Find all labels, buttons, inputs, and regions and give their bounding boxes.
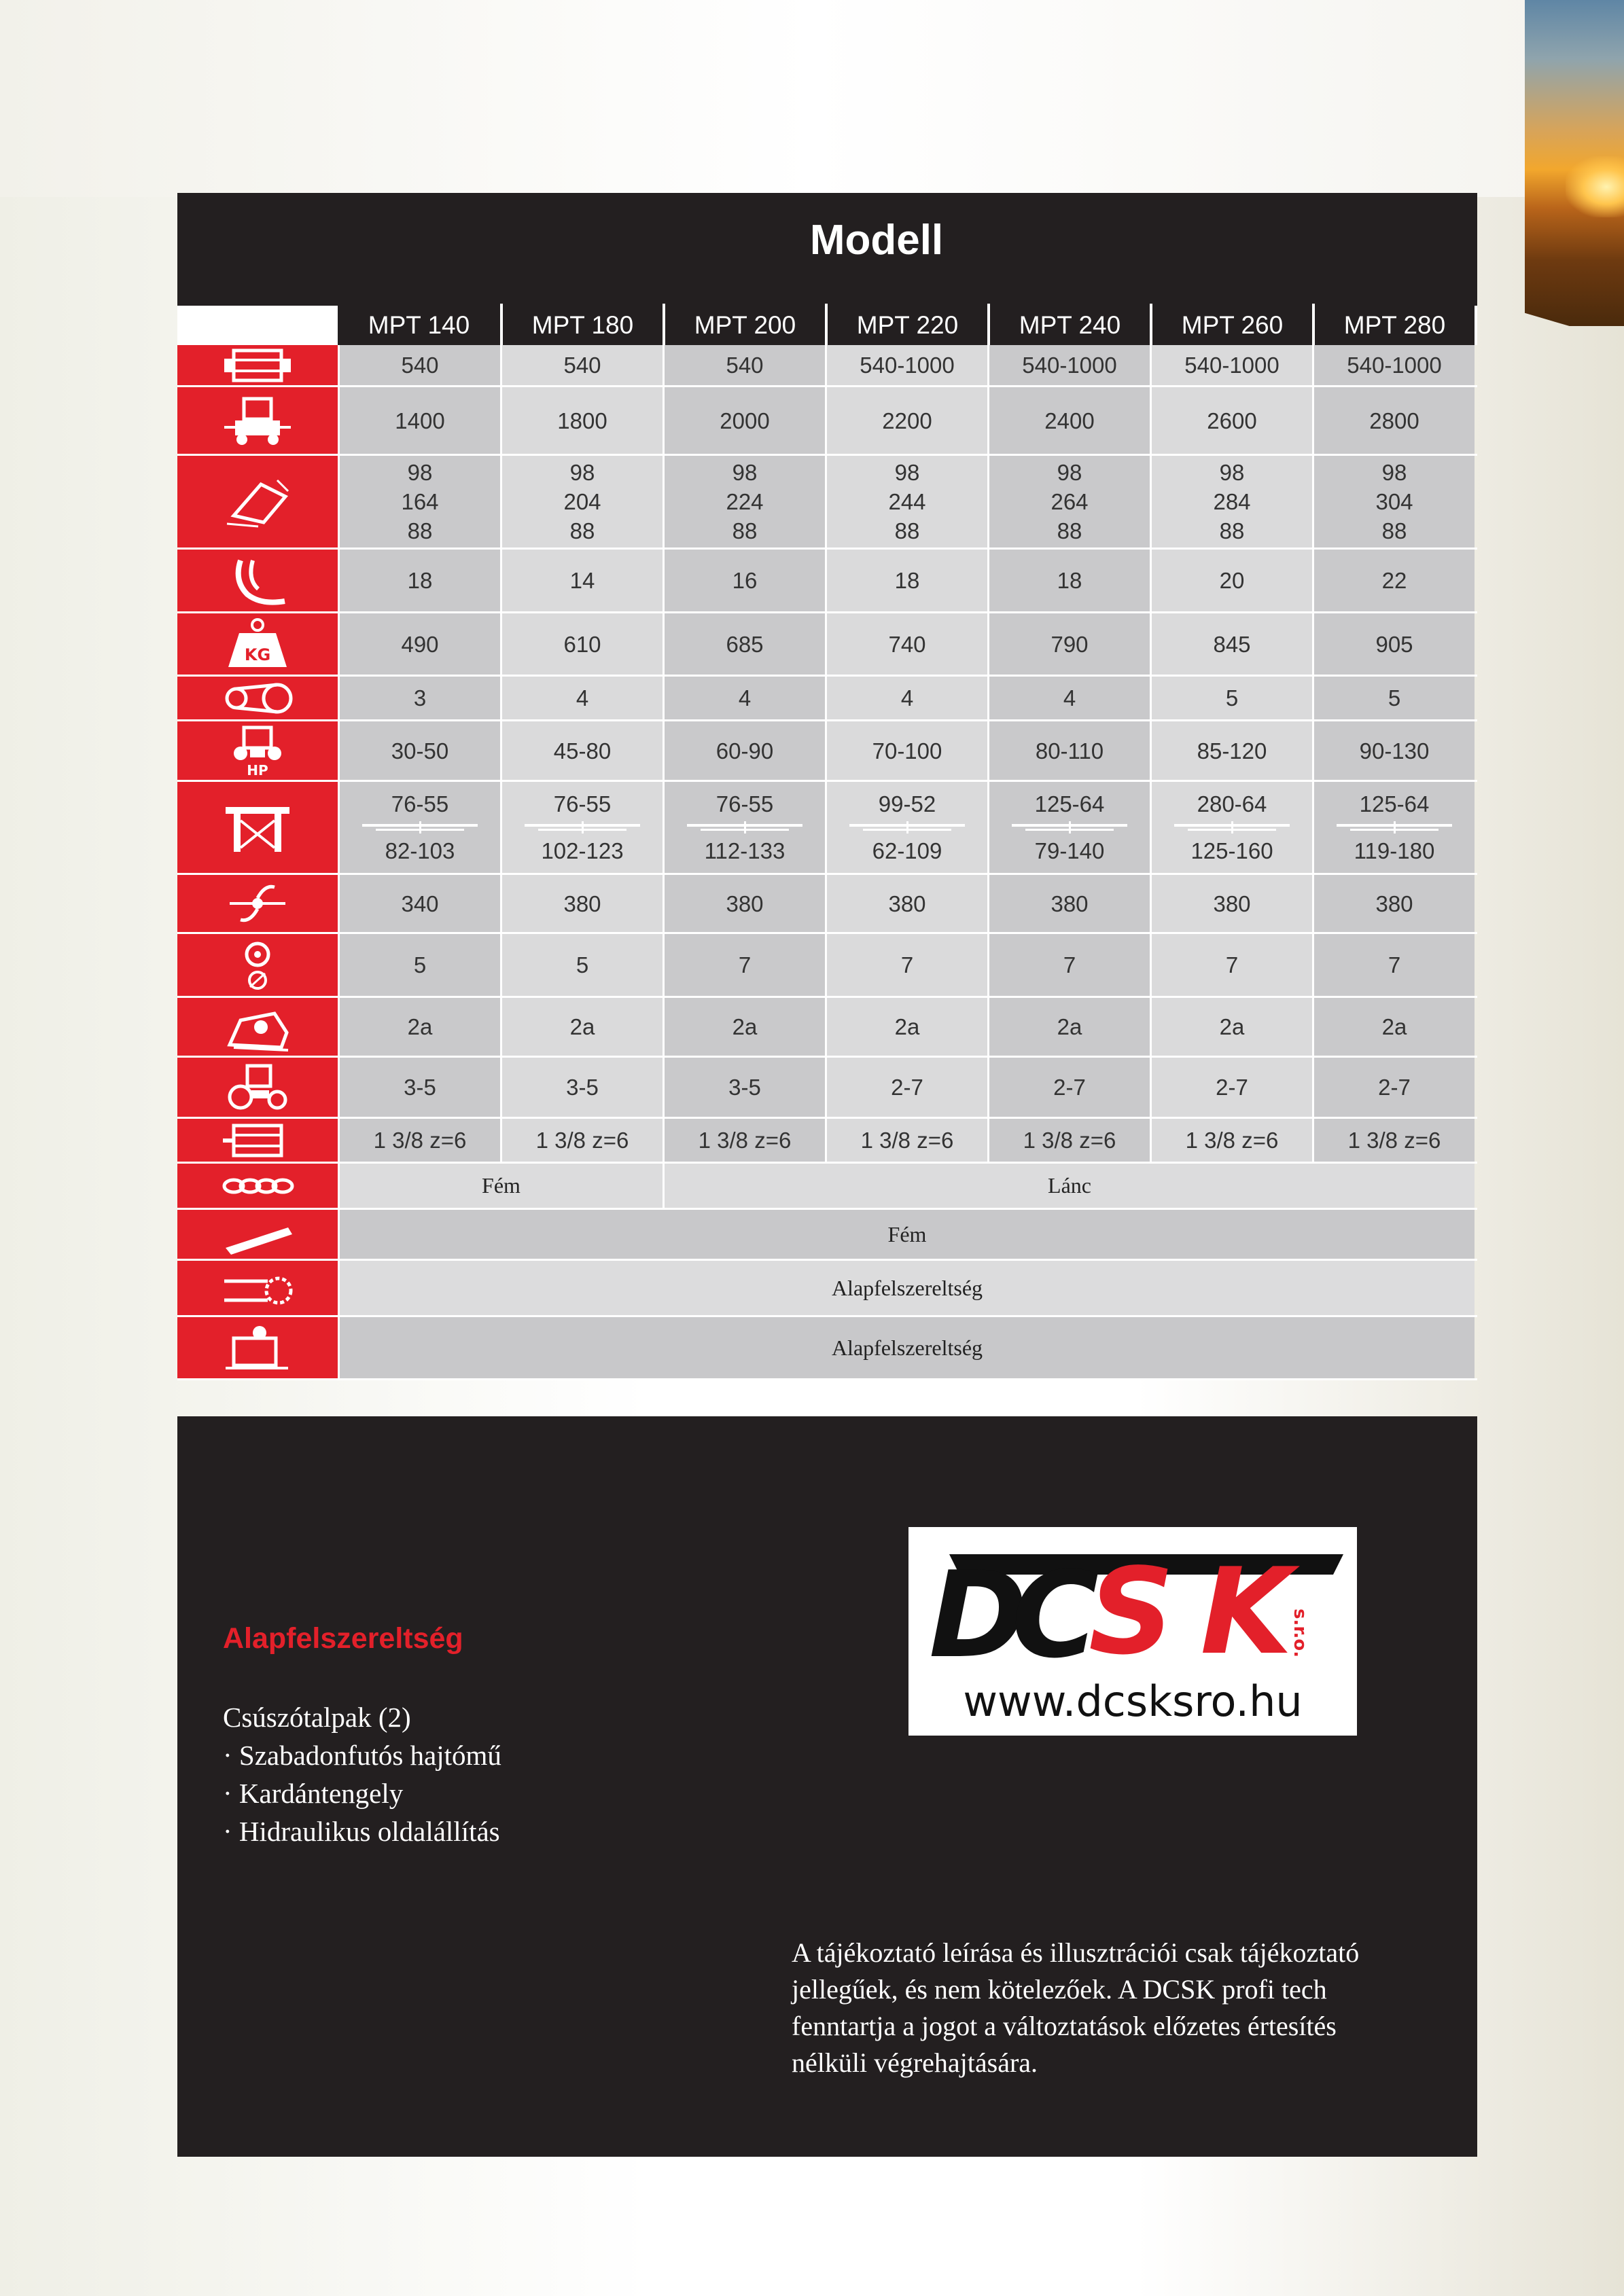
spec-cell [338, 998, 500, 1056]
spec-value-line: 164 [401, 489, 439, 514]
spec-row [177, 782, 1477, 875]
spec-cell [663, 721, 825, 780]
spec-value: 2000 [720, 408, 770, 433]
spec-value: 3 [413, 685, 427, 711]
standard-equipment-title: Alapfelszereltség [223, 1622, 463, 1655]
hydraulic-shift-icon [220, 1000, 295, 1054]
blade-icon [220, 554, 295, 608]
spec-cell [1150, 721, 1312, 780]
spec-cell [338, 677, 500, 719]
spec-cell [987, 613, 1150, 675]
spec-value: 1 3/8 z=6 [535, 1128, 629, 1153]
spec-value: 4 [1063, 685, 1076, 711]
spec-row [177, 721, 1477, 782]
spec-value-line: 76-55 [391, 791, 449, 817]
spec-cell [663, 345, 825, 385]
spec-value: 380 [888, 891, 926, 916]
spec-cell [500, 721, 663, 780]
spec-icon-cell [177, 456, 338, 548]
spec-value: 540-1000 [1347, 353, 1442, 378]
spec-cell [825, 934, 987, 996]
spec-value: 1 3/8 z=6 [860, 1128, 954, 1153]
spec-value: 16 [732, 568, 758, 593]
hitch-divider [362, 821, 478, 833]
spec-value-line: 304 [1375, 489, 1413, 514]
spec-cell [825, 1058, 987, 1117]
spec-value: 340 [401, 891, 439, 916]
spec-value: 2800 [1369, 408, 1419, 433]
spec-value-line: 88 [1219, 518, 1245, 543]
logo-sk: SK [1089, 1543, 1292, 1676]
dimensions-icon [220, 475, 295, 529]
spec-value: 4 [738, 685, 752, 711]
spec-icon-cell [177, 1119, 338, 1162]
spec-value: 1 3/8 z=6 [698, 1128, 792, 1153]
side-shift-icon [220, 1321, 295, 1375]
model-header: MPT 180 [500, 304, 663, 345]
spec-value: 540 [726, 353, 764, 378]
spec-value: 540 [563, 353, 601, 378]
spec-value-line: 284 [1213, 489, 1251, 514]
spec-value: 2a [569, 1014, 595, 1039]
feature-item: Csúszótalpak (2) [223, 1702, 411, 1733]
spec-row [177, 345, 1477, 387]
spec-cell [1150, 934, 1312, 996]
spec-value: 80-110 [1035, 738, 1104, 764]
spec-value-line: 88 [732, 518, 758, 543]
spec-value-line: 264 [1051, 489, 1089, 514]
spec-icon-cell [177, 782, 338, 873]
spec-value: 540-1000 [860, 353, 955, 378]
spec-cell [500, 782, 663, 873]
spec-row [177, 1119, 1477, 1164]
spec-value: 740 [888, 631, 926, 657]
feature-item: · Hidraulikus oldalállítás [223, 1816, 500, 1847]
model-header: MPT 280 [1312, 304, 1475, 345]
spec-value: 1 3/8 z=6 [1347, 1128, 1441, 1153]
spec-value: 1400 [395, 408, 445, 433]
spec-cell [338, 721, 500, 780]
spec-cell [663, 677, 825, 719]
spec-value: 790 [1051, 631, 1089, 657]
spec-cell [1150, 1119, 1312, 1162]
spec-value-line: 98 [1057, 460, 1082, 485]
spec-cell [825, 387, 987, 454]
spec-value: 90-130 [1359, 738, 1430, 764]
spec-cell [500, 998, 663, 1056]
spec-value-line: 82-103 [385, 838, 455, 863]
spec-value-line: 125-160 [1190, 838, 1273, 863]
spec-row-merged [177, 1210, 1477, 1261]
spec-value: 490 [401, 631, 439, 657]
spec-cell [500, 1058, 663, 1117]
hitch-divider [1012, 821, 1127, 833]
spec-value-line: 98 [894, 460, 920, 485]
spec-value: 7 [1388, 952, 1401, 977]
spec-cell [1312, 345, 1475, 385]
spec-value-line: 98 [1219, 460, 1245, 485]
spec-value: 2a [732, 1014, 758, 1039]
spec-value-line: 88 [894, 518, 920, 543]
spec-value: 85-120 [1197, 738, 1267, 764]
spec-value: 3-5 [728, 1075, 761, 1100]
spec-value: 14 [569, 568, 595, 593]
spec-value-line: 125-64 [1034, 791, 1105, 817]
spec-cell [987, 782, 1150, 873]
dcsk-logo [908, 1527, 1357, 1736]
page-title: Modell [809, 217, 944, 264]
spec-value: 7 [900, 952, 914, 977]
spec-row [177, 456, 1477, 550]
merged-cell: Alapfelszereltség [338, 1317, 1475, 1378]
spec-cell [1150, 550, 1312, 611]
spec-value: 4 [576, 685, 589, 711]
spec-icon-cell [177, 1164, 338, 1208]
spec-cell [338, 345, 500, 385]
spec-cell [663, 456, 825, 548]
spec-value: 5 [413, 952, 427, 977]
spec-value: 1 3/8 z=6 [1023, 1128, 1116, 1153]
spec-value: 60-90 [716, 738, 774, 764]
spec-cell [1312, 998, 1475, 1056]
spec-value-line: 88 [1381, 518, 1407, 543]
spec-icon-cell [177, 721, 338, 780]
spec-value: 905 [1375, 631, 1413, 657]
spec-cell [1312, 1058, 1475, 1117]
spec-cell [987, 677, 1150, 719]
spec-row [177, 934, 1477, 998]
spec-value-line: 98 [407, 460, 433, 485]
spec-cell [1150, 345, 1312, 385]
spec-value-line: 224 [726, 489, 764, 514]
hitch-divider [849, 821, 965, 833]
spec-row [177, 550, 1477, 613]
spec-icon-cell [177, 1261, 338, 1315]
spec-value: 1800 [557, 408, 607, 433]
spec-value: 845 [1213, 631, 1251, 657]
tractor-hp-icon [220, 723, 295, 778]
spec-value: 7 [1063, 952, 1076, 977]
spec-value: 3-5 [404, 1075, 436, 1100]
merged-cell: Fém [338, 1164, 663, 1208]
spec-cell [1312, 934, 1475, 996]
spec-cell [987, 345, 1150, 385]
tractor-hp-label: HP [247, 762, 268, 778]
spec-value-line: 102-123 [541, 838, 624, 863]
spec-cell [500, 550, 663, 611]
spec-value-line: 98 [1381, 460, 1407, 485]
spec-cell [987, 721, 1150, 780]
spec-value: 2600 [1207, 408, 1257, 433]
spec-cell [825, 677, 987, 719]
model-header: MPT 260 [1150, 304, 1312, 345]
spec-value: 1 3/8 z=6 [1185, 1128, 1279, 1153]
spec-value: 20 [1219, 568, 1245, 593]
spec-value: 18 [894, 568, 920, 593]
spec-value: 2400 [1044, 408, 1095, 433]
spec-value: 540-1000 [1184, 353, 1279, 378]
gearbox-icon [220, 338, 295, 393]
spec-value: 380 [726, 891, 764, 916]
spec-row-merged [177, 1317, 1477, 1380]
spec-value: 70-100 [872, 738, 942, 764]
spec-value-line: 280-64 [1197, 791, 1267, 817]
spec-icon-cell [177, 1058, 338, 1117]
spec-icon-cell [177, 1210, 338, 1259]
spec-cell [663, 782, 825, 873]
spec-value: 18 [1057, 568, 1082, 593]
spec-value: 2a [1381, 1014, 1407, 1039]
merged-cell: Lánc [663, 1164, 1475, 1208]
spec-cell [500, 677, 663, 719]
spec-value-line: 99-52 [878, 791, 936, 817]
spec-row [177, 998, 1477, 1058]
spec-value: 3-5 [566, 1075, 599, 1100]
spec-row-merged [177, 1261, 1477, 1317]
spec-cell [663, 998, 825, 1056]
spec-value: 2-7 [1053, 1075, 1086, 1100]
spec-cell [825, 456, 987, 548]
spec-cell [338, 934, 500, 996]
spec-value: 380 [1051, 891, 1089, 916]
spec-value: 2a [407, 1014, 433, 1039]
spec-value-line: 125-64 [1359, 791, 1430, 817]
spec-cell [987, 934, 1150, 996]
spec-value-line: 244 [888, 489, 926, 514]
spec-cell [500, 875, 663, 932]
spec-cell [663, 387, 825, 454]
spec-value-line: 119-180 [1354, 838, 1435, 863]
spec-cell [987, 875, 1150, 932]
hitch-icon [220, 800, 295, 855]
model-header: MPT 220 [825, 304, 987, 345]
spec-icon-cell [177, 1317, 338, 1378]
spec-cell [825, 613, 987, 675]
spec-cell [987, 1058, 1150, 1117]
spec-icon-cell [177, 345, 338, 385]
spec-cell [825, 998, 987, 1056]
spec-cell [987, 998, 1150, 1056]
spec-cell [1312, 677, 1475, 719]
spec-value: 4 [900, 685, 914, 711]
standard-equipment-list [223, 1698, 501, 1850]
sun-glow [1566, 156, 1624, 217]
spec-cell [500, 456, 663, 548]
spec-value: 18 [407, 568, 433, 593]
spec-cell [338, 1058, 500, 1117]
spec-cell [338, 782, 500, 873]
spec-cell [825, 345, 987, 385]
spec-value: 380 [1213, 891, 1251, 916]
hitch-divider [525, 821, 640, 833]
spec-icon-cell [177, 677, 338, 719]
tractor-speed-icon [220, 1060, 295, 1115]
spec-cell [1150, 1058, 1312, 1117]
spec-value: 22 [1381, 568, 1407, 593]
spec-cell [1312, 456, 1475, 548]
website-url[interactable]: www.dcsksro.hu [963, 1676, 1303, 1726]
spec-icon-cell [177, 550, 338, 611]
sunset-field-photo [1525, 0, 1624, 326]
spec-value: 5 [1388, 685, 1401, 711]
spec-value: 5 [576, 952, 589, 977]
spec-value-line: 76-55 [716, 791, 774, 817]
model-header: MPT 140 [338, 304, 500, 345]
spec-cell [1312, 721, 1475, 780]
spec-cell [663, 550, 825, 611]
spec-row [177, 875, 1477, 934]
spec-cell [1150, 456, 1312, 548]
spec-cell [1312, 387, 1475, 454]
spec-icon-cell [177, 934, 338, 996]
spec-cell [1150, 613, 1312, 675]
spec-value-line: 79-140 [1034, 838, 1105, 863]
spec-cell [987, 1119, 1150, 1162]
spec-cell [338, 613, 500, 675]
spec-value: 2a [1057, 1014, 1082, 1039]
spec-icon-cell [177, 875, 338, 932]
spec-value: 5 [1225, 685, 1239, 711]
spec-cell [663, 1119, 825, 1162]
spec-value: 2a [894, 1014, 920, 1039]
spec-cell [1150, 875, 1312, 932]
model-header: MPT 200 [663, 304, 825, 345]
spec-value: 380 [563, 891, 601, 916]
spec-value-line: 88 [407, 518, 433, 543]
logo-sro: s.r.o. [1290, 1609, 1310, 1658]
feature-item: · Kardántengely [223, 1778, 404, 1809]
spec-cell [500, 934, 663, 996]
weight-kg-icon [220, 617, 295, 671]
spec-cell [500, 1119, 663, 1162]
spec-value-line: 112-133 [704, 838, 785, 863]
weight-kg-label: KG [244, 645, 271, 664]
spec-value-line: 88 [1057, 518, 1082, 543]
spec-icon-cell [177, 387, 338, 454]
spec-row [177, 387, 1477, 456]
merged-cell: Alapfelszereltség [338, 1261, 1475, 1315]
spec-value: 380 [1375, 891, 1413, 916]
working-width-icon [220, 393, 295, 448]
spec-row [177, 1058, 1477, 1119]
spec-value: 2200 [882, 408, 932, 433]
spec-cell [1312, 782, 1475, 873]
feature-item: · Szabadonfutós hajtómű [223, 1740, 501, 1771]
merged-cell: Fém [338, 1210, 1475, 1259]
spec-cell [338, 550, 500, 611]
spec-value-line: 98 [732, 460, 758, 485]
spec-row [177, 677, 1477, 721]
spec-cell [1150, 782, 1312, 873]
spec-icon-cell [177, 613, 338, 675]
spec-cell [987, 550, 1150, 611]
spec-cell [1312, 1119, 1475, 1162]
spec-cell [825, 875, 987, 932]
spec-cell [1312, 613, 1475, 675]
spec-value: 2-7 [891, 1075, 923, 1100]
spec-cell [663, 934, 825, 996]
spec-cell [663, 613, 825, 675]
hitch-divider [1174, 821, 1290, 833]
spec-row-merged [177, 1164, 1477, 1210]
dcsk-logo-mark [908, 1527, 1357, 1676]
hitch-divider [1337, 821, 1452, 833]
spec-cell [987, 387, 1150, 454]
spec-cell [1150, 998, 1312, 1056]
spec-value-line: 98 [569, 460, 595, 485]
belt-drive-icon [220, 671, 295, 725]
spec-value: 7 [738, 952, 752, 977]
spec-cell [987, 456, 1150, 548]
spec-row [177, 613, 1477, 677]
spec-value-line: 204 [563, 489, 601, 514]
spec-value: 7 [1225, 952, 1239, 977]
spec-icon-cell [177, 998, 338, 1056]
spec-cell [663, 875, 825, 932]
spec-value: 45-80 [553, 738, 612, 764]
spec-cell [338, 456, 500, 548]
spec-value: 30-50 [391, 738, 449, 764]
spec-value-line: 76-55 [553, 791, 612, 817]
spec-value: 685 [726, 631, 764, 657]
spec-cell [825, 1119, 987, 1162]
spec-value-line: 62-109 [872, 838, 942, 863]
spec-cell [825, 550, 987, 611]
spec-cell [825, 782, 987, 873]
roller-diameter-icon [220, 938, 295, 992]
rotor-icon [220, 876, 295, 931]
spec-cell [500, 613, 663, 675]
spec-value: 2a [1219, 1014, 1245, 1039]
spec-value: 1 3/8 z=6 [373, 1128, 467, 1153]
disclaimer-text: A tájékoztató leírása és illusztrációi csak tájékoztató jellegűek, és nem kötelezőek. A DCSK profi tech fenntartja a jogot a változtatások előzetes értesítés nélküli végrehajtására. [792, 1937, 1360, 2078]
logo-dc: DC [929, 1547, 1099, 1676]
spec-cell [500, 387, 663, 454]
rear-roller-icon [220, 1261, 295, 1315]
spec-cell [1150, 677, 1312, 719]
spec-cell [500, 345, 663, 385]
spec-cell [1312, 550, 1475, 611]
top-background [0, 0, 1624, 197]
spec-value: 2-7 [1378, 1075, 1411, 1100]
spec-value: 2-7 [1216, 1075, 1248, 1100]
chain-guard-icon [220, 1159, 295, 1213]
spec-cell [338, 387, 500, 454]
spec-value: 540-1000 [1022, 353, 1117, 378]
spec-cell [663, 1058, 825, 1117]
spec-cell [1312, 875, 1475, 932]
spec-cell [1150, 387, 1312, 454]
spec-value: 610 [563, 631, 601, 657]
model-header: MPT 240 [987, 304, 1150, 345]
spec-value-line: 88 [569, 518, 595, 543]
hitch-divider [687, 821, 802, 833]
spec-cell [338, 1119, 500, 1162]
skid-icon [220, 1207, 295, 1261]
spec-cell [338, 875, 500, 932]
spec-cell [825, 721, 987, 780]
spec-value: 540 [401, 353, 439, 378]
